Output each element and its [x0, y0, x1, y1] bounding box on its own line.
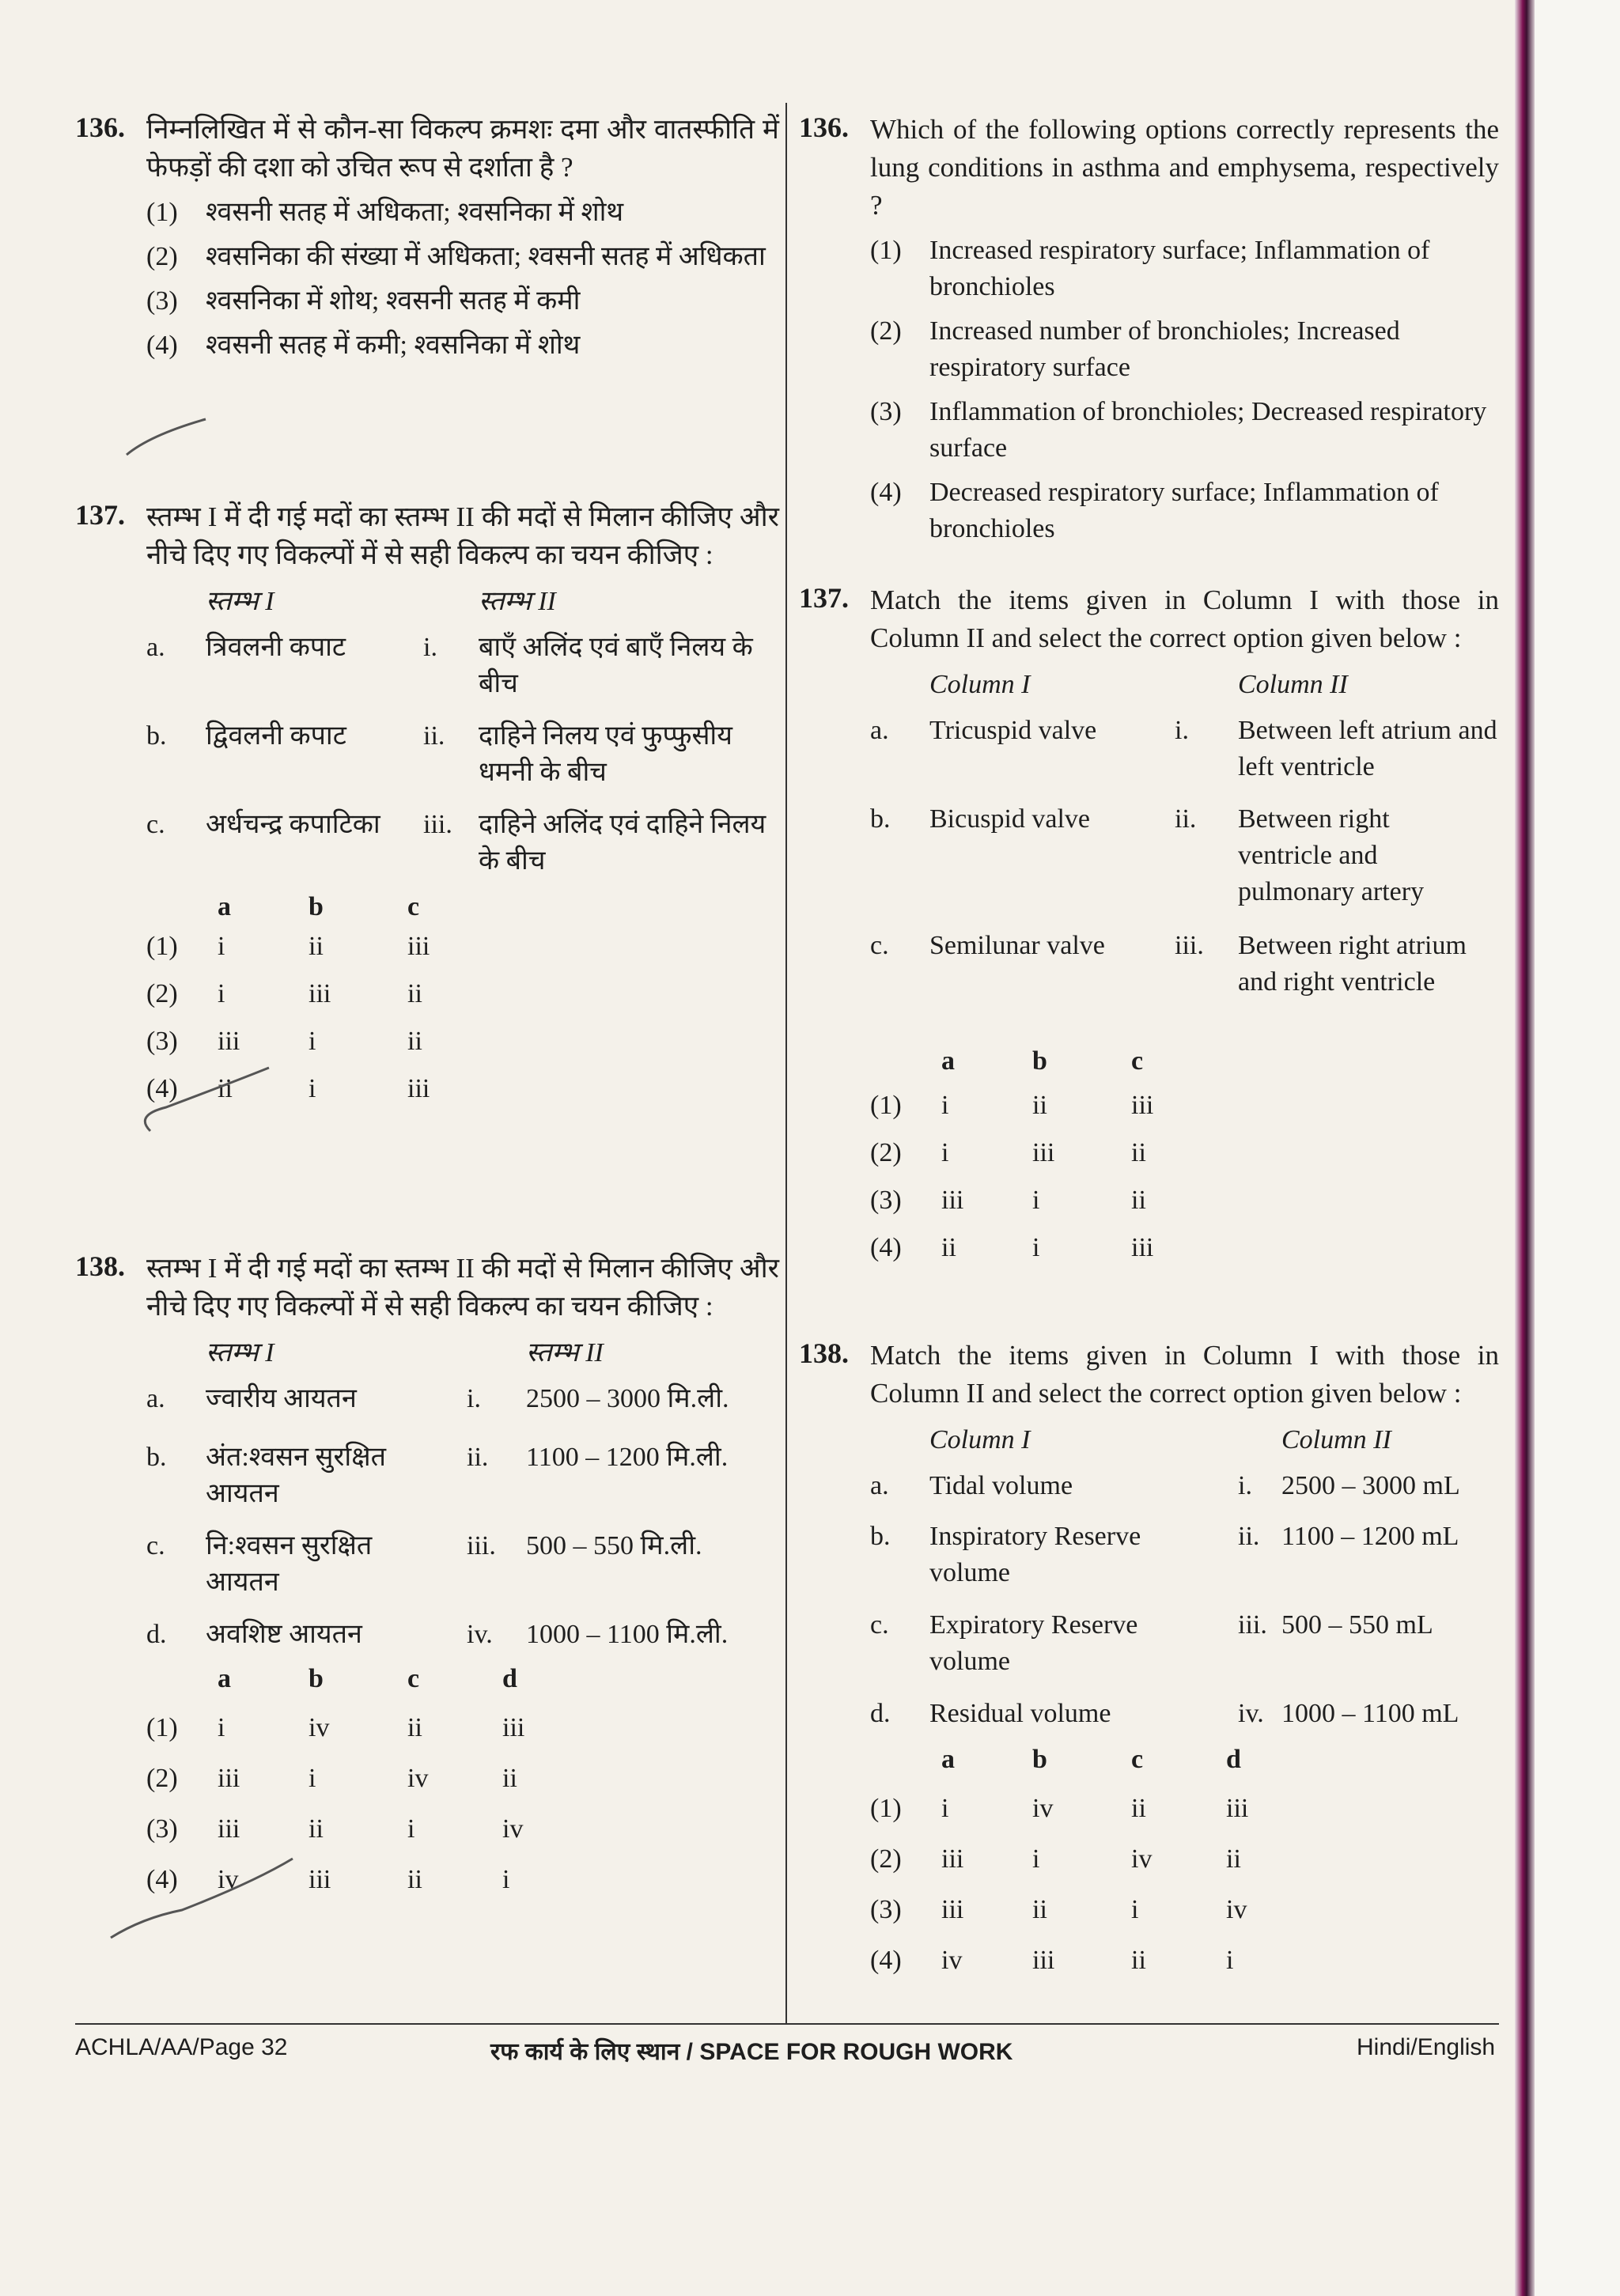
row-roman: i.: [1238, 1471, 1252, 1500]
match-row: [146, 630, 779, 709]
answer-header: [870, 1742, 1499, 1791]
answer-number: (4): [146, 1074, 178, 1103]
footer-rule: [75, 2023, 1499, 2025]
column-headers: [870, 667, 1499, 703]
column-2-header: Column II: [1281, 1425, 1391, 1454]
match-row: [870, 1519, 1499, 1598]
answer-head: a: [218, 1664, 231, 1693]
column-2-item: 500 – 550 मि.ली.: [526, 1531, 702, 1560]
option: [146, 239, 779, 275]
answer-cell: i: [407, 1814, 415, 1844]
column-2-item: 2500 – 3000 मि.ली.: [526, 1384, 729, 1413]
row-label: c.: [146, 810, 165, 839]
answer-cell: ii: [407, 1713, 422, 1742]
option-text: श्वसनी सतह में अधिकता; श्वसनिका में शोथ: [206, 198, 624, 227]
answer-row: [870, 1230, 1499, 1277]
answer-cell: ii: [308, 932, 324, 961]
column-1-item: अवशिष्ट आयतन: [206, 1620, 362, 1649]
option-number: (4): [146, 331, 178, 360]
column-1-item: नि:श्वसन सुरक्षित आयतन: [206, 1531, 373, 1597]
answer-cell: i: [941, 1794, 949, 1823]
match-row: [146, 1439, 779, 1519]
answer-cell: iii: [407, 1074, 430, 1103]
column-2-item: 500 – 550 mL: [1281, 1610, 1433, 1640]
column-1-item: Expiratory Reserve volume: [929, 1610, 1138, 1676]
column-divider: [785, 103, 787, 2025]
scan-edge-strip: [1515, 0, 1535, 2296]
answer-row: [870, 1892, 1499, 1942]
answer-head: c: [1131, 1745, 1144, 1774]
column-2-item: 1000 – 1100 mL: [1281, 1699, 1459, 1728]
match-row: [870, 1607, 1499, 1686]
answer-cell: i: [1131, 1895, 1139, 1924]
answer-cell: ii: [1226, 1844, 1241, 1874]
pencil-tick-mark: [119, 1052, 277, 1139]
answer-header: [146, 1661, 779, 1710]
question-number: 138.: [799, 1337, 849, 1369]
answer-row: [870, 1841, 1499, 1892]
answer-cell: iv: [308, 1713, 330, 1742]
answer-row: [146, 976, 779, 1023]
answer-head: b: [308, 1664, 324, 1693]
row-label: d.: [146, 1620, 167, 1649]
answer-cell: ii: [941, 1233, 956, 1262]
option: [146, 283, 779, 320]
answer-cell: iii: [218, 1814, 240, 1844]
answer-cell: iii: [1226, 1794, 1249, 1823]
answer-cell: iv: [1226, 1895, 1247, 1924]
column-1-item: Inspiratory Reserve volume: [929, 1522, 1141, 1587]
option-text: श्वसनिका में शोथ; श्वसनी सतह में कमी: [206, 286, 581, 316]
row-label: a.: [870, 1471, 889, 1500]
answer-cell: iii: [308, 1865, 331, 1894]
question-137-hindi: [75, 498, 779, 1118]
column-2-header: स्तम्भ II: [526, 1338, 604, 1367]
match-row: [146, 1528, 779, 1607]
answer-cell: iv: [941, 1946, 963, 1975]
column-2-header: Column II: [1238, 670, 1348, 699]
answer-head: b: [1032, 1046, 1047, 1076]
column-1-header: स्तम्भ I: [206, 587, 274, 616]
question-number: 136.: [799, 112, 849, 143]
match-row: [146, 718, 779, 797]
option: [146, 327, 779, 364]
answer-cell: ii: [1032, 1895, 1047, 1924]
row-label: b.: [870, 1522, 891, 1551]
answer-number: (1): [146, 932, 178, 961]
answer-cell: i: [1032, 1233, 1040, 1262]
column-1-header: स्तम्भ I: [206, 1338, 274, 1367]
answer-number: (1): [870, 1794, 902, 1823]
row-roman: ii.: [423, 721, 445, 751]
option: [870, 313, 1499, 386]
answer-cell: ii: [407, 979, 422, 1008]
answer-cell: i: [941, 1091, 949, 1120]
answer-cell: i: [308, 1764, 316, 1793]
question-138-hindi: [75, 1250, 779, 1912]
row-label: b.: [146, 721, 167, 751]
answer-number: (4): [870, 1233, 902, 1262]
answer-row: [146, 1710, 779, 1761]
match-row: [870, 713, 1499, 792]
answer-cell: i: [1032, 1186, 1040, 1215]
option-number: (3): [870, 397, 902, 426]
question-136-english: [799, 111, 1499, 547]
answer-cell: i: [502, 1865, 510, 1894]
column-1-item: द्विवलनी कपाट: [206, 721, 346, 751]
answer-number: (1): [146, 1713, 178, 1742]
question-number: 137.: [799, 582, 849, 614]
answer-head: d: [502, 1664, 517, 1693]
question-text: Which of the following options correctly represents the lung conditions in asthma and emphysema, respectively ?: [870, 114, 1499, 221]
column-2-item: 1000 – 1100 मि.ली.: [526, 1620, 729, 1649]
match-row: [870, 1696, 1499, 1737]
answer-cell: ii: [1131, 1186, 1146, 1215]
row-label: a.: [146, 1384, 165, 1413]
answer-cell: i: [218, 1713, 225, 1742]
answer-cell: iv: [1032, 1794, 1054, 1823]
answer-head: b: [1032, 1745, 1047, 1774]
answer-cell: ii: [1131, 1794, 1146, 1823]
row-label: c.: [146, 1531, 165, 1560]
option-text: Increased number of bronchioles; Increased respiratory surface: [929, 316, 1400, 382]
column-2-header: स्तम्भ II: [479, 587, 556, 616]
answer-cell: iii: [941, 1844, 964, 1874]
answer-head: c: [407, 892, 420, 921]
answer-number: (4): [870, 1946, 902, 1975]
answer-cell: iv: [407, 1764, 429, 1793]
match-row: [870, 928, 1499, 1043]
question-text: निम्नलिखित में से कौन-सा विकल्प क्रमशः दमा और वातस्फीति में फेफड़ों की दशा को उचित रूप से दर्शाता है ?: [146, 114, 779, 183]
column-1-item: Semilunar valve: [929, 931, 1105, 960]
answer-number: (1): [870, 1091, 902, 1120]
question-text: स्तम्भ I में दी गई मदों का स्तम्भ II की मदों से मिलान कीजिए और नीचे दिए गए विकल्पों में से सही विकल्प का चयन कीजिए :: [146, 501, 779, 570]
option: [870, 475, 1499, 547]
answer-head: a: [941, 1046, 955, 1076]
answer-row: [870, 1087, 1499, 1135]
answer-cell: i: [308, 1074, 316, 1103]
answer-cell: iii: [407, 932, 430, 961]
question-number: 137.: [75, 499, 125, 531]
question-138-english: [799, 1337, 1499, 1993]
match-row: [146, 1381, 779, 1430]
option-text: Increased respiratory surface; Inflammation of bronchioles: [929, 236, 1430, 301]
question-text: स्तम्भ I में दी गई मदों का स्तम्भ II की मदों से मिलान कीजिए और नीचे दिए गए विकल्पों में से सही विकल्प का चयन कीजिए :: [146, 1253, 779, 1322]
answer-cell: iv: [1131, 1844, 1153, 1874]
answer-number: (3): [870, 1186, 902, 1215]
answer-cell: iii: [218, 1027, 240, 1056]
question-number: 138.: [75, 1250, 125, 1282]
row-roman: i.: [1175, 716, 1189, 745]
question-number: 136.: [75, 112, 125, 143]
answer-cell: i: [308, 1027, 316, 1056]
column-1-header: Column I: [929, 670, 1031, 699]
answer-cell: i: [218, 979, 225, 1008]
column-headers: [146, 584, 779, 620]
column-2-item: Between right ventricle and pulmonary artery: [1238, 804, 1425, 906]
row-label: b.: [870, 804, 891, 834]
footer-language: Hindi/English: [1357, 2034, 1496, 2060]
answer-row: [870, 1135, 1499, 1182]
column-2-item: Between left atrium and left ventricle: [1238, 716, 1497, 781]
column-headers: [870, 1422, 1499, 1458]
answer-cell: ii: [1032, 1091, 1047, 1120]
row-roman: iv.: [1238, 1699, 1264, 1728]
row-roman: iii.: [467, 1531, 496, 1560]
question-text: Match the items given in Column I with those in Column II and select the correct option given below :: [870, 584, 1499, 653]
answer-cell: iv: [502, 1814, 524, 1844]
match-row: [146, 1617, 779, 1658]
answer-number: (2): [146, 979, 178, 1008]
answer-head: a: [941, 1745, 955, 1774]
answer-cell: iv: [218, 1865, 239, 1894]
answer-head: d: [1226, 1745, 1241, 1774]
match-row: [146, 807, 779, 886]
answer-number: (2): [870, 1844, 902, 1874]
answer-number: (2): [870, 1138, 902, 1167]
answer-cell: i: [218, 932, 225, 961]
column-2-item: 2500 – 3000 mL: [1281, 1471, 1460, 1500]
answer-cell: iii: [1032, 1138, 1055, 1167]
column-1-item: ज्वारीय आयतन: [206, 1384, 357, 1413]
answer-cell: ii: [407, 1027, 422, 1056]
option-text: श्वसनिका की संख्या में अधिकता; श्वसनी सतह में अधिकता: [206, 242, 766, 271]
footer-page-code: ACHLA/AA/Page 32: [75, 2034, 288, 2060]
match-row: [870, 1468, 1499, 1509]
row-roman: iii.: [423, 810, 452, 839]
row-label: c.: [870, 1610, 889, 1640]
answer-head: c: [1131, 1046, 1144, 1076]
column-1-item: अर्धचन्द्र कपाटिका: [206, 810, 380, 839]
answer-cell: ii: [1131, 1946, 1146, 1975]
option-number: (2): [870, 316, 902, 346]
row-roman: ii.: [467, 1443, 489, 1472]
answer-head: c: [407, 1664, 420, 1693]
answer-cell: iii: [941, 1895, 964, 1924]
answer-head: a: [218, 892, 231, 921]
answer-header: [146, 889, 779, 929]
answer-header: [870, 1043, 1499, 1087]
option: [146, 195, 779, 231]
answer-cell: i: [1226, 1946, 1234, 1975]
question-136-hindi: [75, 111, 779, 364]
match-row: [870, 801, 1499, 918]
option-number: (1): [870, 236, 902, 265]
answer-cell: iii: [502, 1713, 525, 1742]
answer-row: [146, 929, 779, 976]
answer-cell: iii: [308, 979, 331, 1008]
row-roman: iii.: [1175, 931, 1204, 960]
row-label: b.: [146, 1443, 167, 1472]
answer-cell: iii: [1131, 1091, 1154, 1120]
answer-number: (3): [870, 1895, 902, 1924]
answer-cell: ii: [218, 1074, 233, 1103]
column-headers: [146, 1335, 779, 1371]
option-text: श्वसनी सतह में कमी; श्वसनिका में शोथ: [206, 331, 581, 360]
row-roman: ii.: [1175, 804, 1197, 834]
answer-row: [146, 1761, 779, 1811]
column-2-item: दाहिने अलिंद एवं दाहिने निलय के बीच: [479, 810, 766, 876]
row-roman: i.: [467, 1384, 481, 1413]
column-2-item: 1100 – 1200 मि.ली.: [526, 1443, 729, 1472]
answer-cell: ii: [308, 1814, 324, 1844]
question-137-english: [799, 581, 1499, 1277]
column-2-item: बाएँ अलिंद एवं बाएँ निलय के बीच: [479, 633, 753, 698]
answer-cell: i: [1032, 1844, 1040, 1874]
column-1-item: त्रिवलनी कपाट: [206, 633, 346, 662]
row-roman: iv.: [467, 1620, 493, 1649]
column-2-item: 1100 – 1200 mL: [1281, 1522, 1459, 1551]
answer-cell: iii: [218, 1764, 240, 1793]
answer-head: b: [308, 892, 324, 921]
option-text: Inflammation of bronchioles; Decreased respiratory surface: [929, 397, 1487, 463]
answer-cell: i: [941, 1138, 949, 1167]
column-1-item: Tidal volume: [929, 1471, 1073, 1500]
row-label: c.: [870, 931, 889, 960]
answer-number: (3): [146, 1027, 178, 1056]
pencil-tick-mark: [119, 388, 214, 467]
column-1-item: अंत:श्वसन सुरक्षित आयतन: [206, 1443, 386, 1508]
row-label: a.: [146, 633, 165, 662]
answer-cell: ii: [407, 1865, 422, 1894]
row-label: a.: [870, 716, 889, 745]
column-2-item: दाहिने निलय एवं फुप्फुसीय धमनी के बीच: [479, 721, 732, 787]
column-2-item: Between right atrium and right ventricle: [1238, 931, 1467, 997]
answer-number: (2): [146, 1764, 178, 1793]
answer-number: (3): [146, 1814, 178, 1844]
scan-margin: [1535, 0, 1620, 2296]
option: [870, 394, 1499, 467]
column-1-header: Column I: [929, 1425, 1031, 1454]
column-1-item: Residual volume: [929, 1699, 1111, 1728]
answer-row: [870, 1942, 1499, 1993]
pencil-tick-mark: [95, 1843, 301, 1946]
question-text: Match the items given in Column I with those in Column II and select the correct option given below :: [870, 1340, 1499, 1409]
answer-number: (4): [146, 1865, 178, 1894]
row-roman: iii.: [1238, 1610, 1267, 1640]
option-number: (1): [146, 198, 178, 227]
option: [870, 233, 1499, 305]
answer-cell: ii: [1131, 1138, 1146, 1167]
answer-cell: ii: [502, 1764, 517, 1793]
option-number: (3): [146, 286, 178, 316]
answer-cell: iii: [1131, 1233, 1154, 1262]
option-number: (4): [870, 478, 902, 507]
option-text: Decreased respiratory surface; Inflammation of bronchioles: [929, 478, 1439, 543]
row-roman: i.: [423, 633, 437, 662]
answer-row: [870, 1791, 1499, 1841]
row-label: d.: [870, 1699, 891, 1728]
row-roman: ii.: [1238, 1522, 1260, 1551]
option-number: (2): [146, 242, 178, 271]
answer-cell: iii: [1032, 1946, 1055, 1975]
answer-cell: iii: [941, 1186, 964, 1215]
footer-rough-work: रफ कार्य के लिए स्थान / SPACE FOR ROUGH WORK: [490, 2039, 1013, 2065]
column-1-item: Bicuspid valve: [929, 804, 1091, 834]
column-1-item: Tricuspid valve: [929, 716, 1097, 745]
answer-row: [870, 1182, 1499, 1230]
